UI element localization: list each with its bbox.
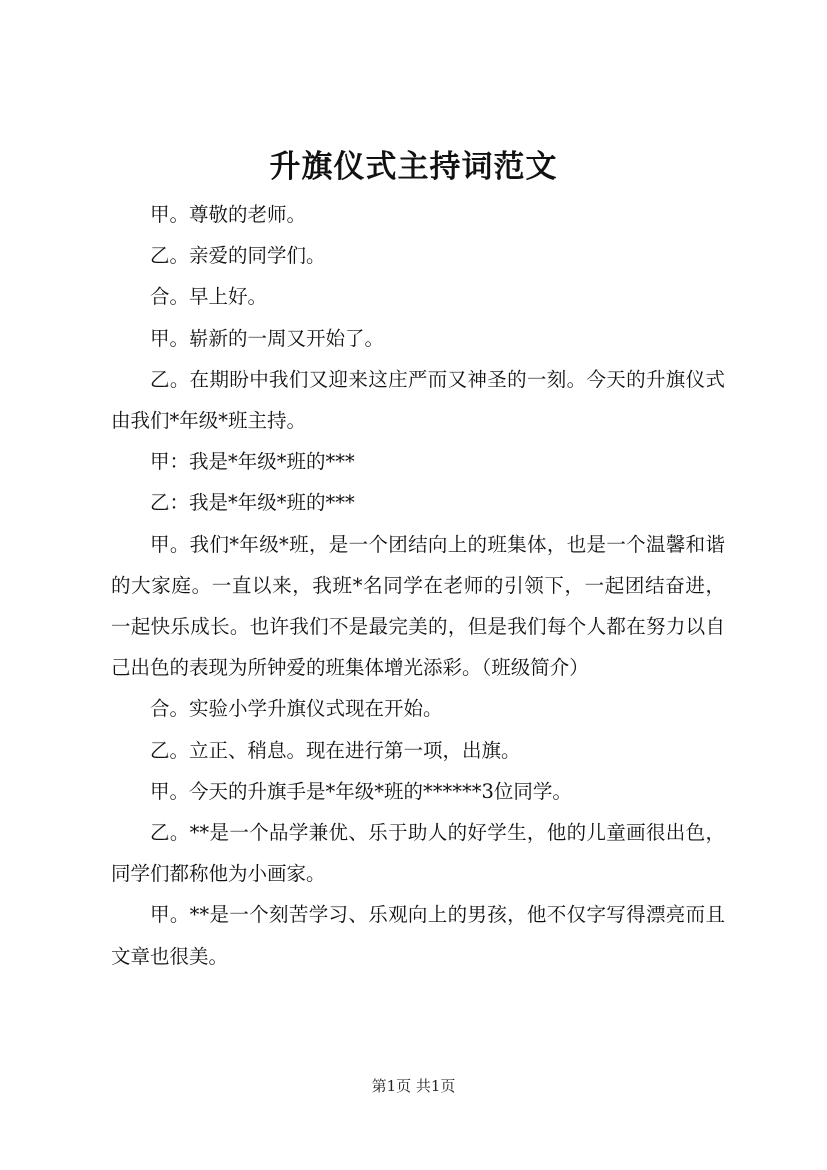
paragraph: 乙。亲爱的同学们。	[150, 244, 326, 268]
paragraph: 乙：我是*年级*班的***	[150, 491, 355, 515]
paragraph: 乙。立正、稍息。现在进行第一项，出旗。	[150, 738, 521, 762]
page-footer: 第1页 共1页	[371, 1077, 456, 1095]
paragraph: 甲。尊敬的老师。	[150, 203, 307, 226]
paragraph: 合。实验小学升旗仪式现在开始。	[150, 697, 443, 721]
paragraph: 甲。我们*年级*班，是一个团结向上的班集体，也是一个温馨和谐的大家庭。一直以来，我班*名同学在老师的引领下，一起团结奋进，一起快乐成长。也许我们不是最完美的，但是我们每个人都在努力以自己出色的表现为所钟爱的班集体增光添彩。（班级简介）	[111, 532, 725, 680]
paragraph: 甲。**是一个刻苦学习、乐观向上的男孩，他不仅字写得漂亮而且文章也很美。	[111, 903, 725, 968]
paragraph: 甲：我是*年级*班的***	[150, 450, 355, 474]
paragraph: 乙。在期盼中我们又迎来这庄严而又神圣的一刻。今天的升旗仪式由我们*年级*班主持。	[111, 367, 725, 433]
paragraph: 合。早上好。	[150, 285, 268, 309]
paragraph: 乙。**是一个品学兼优、乐于助人的好学生，他的儿童画很出色，同学们都称他为小画家。	[111, 821, 725, 886]
paragraph: 甲。今天的升旗手是*年级*班的******3位同学。	[150, 779, 572, 803]
document-body	[111, 194, 725, 977]
paragraph: 甲。崭新的一周又开始了。	[150, 326, 385, 350]
document-title: 升旗仪式主持词范文	[269, 149, 558, 185]
